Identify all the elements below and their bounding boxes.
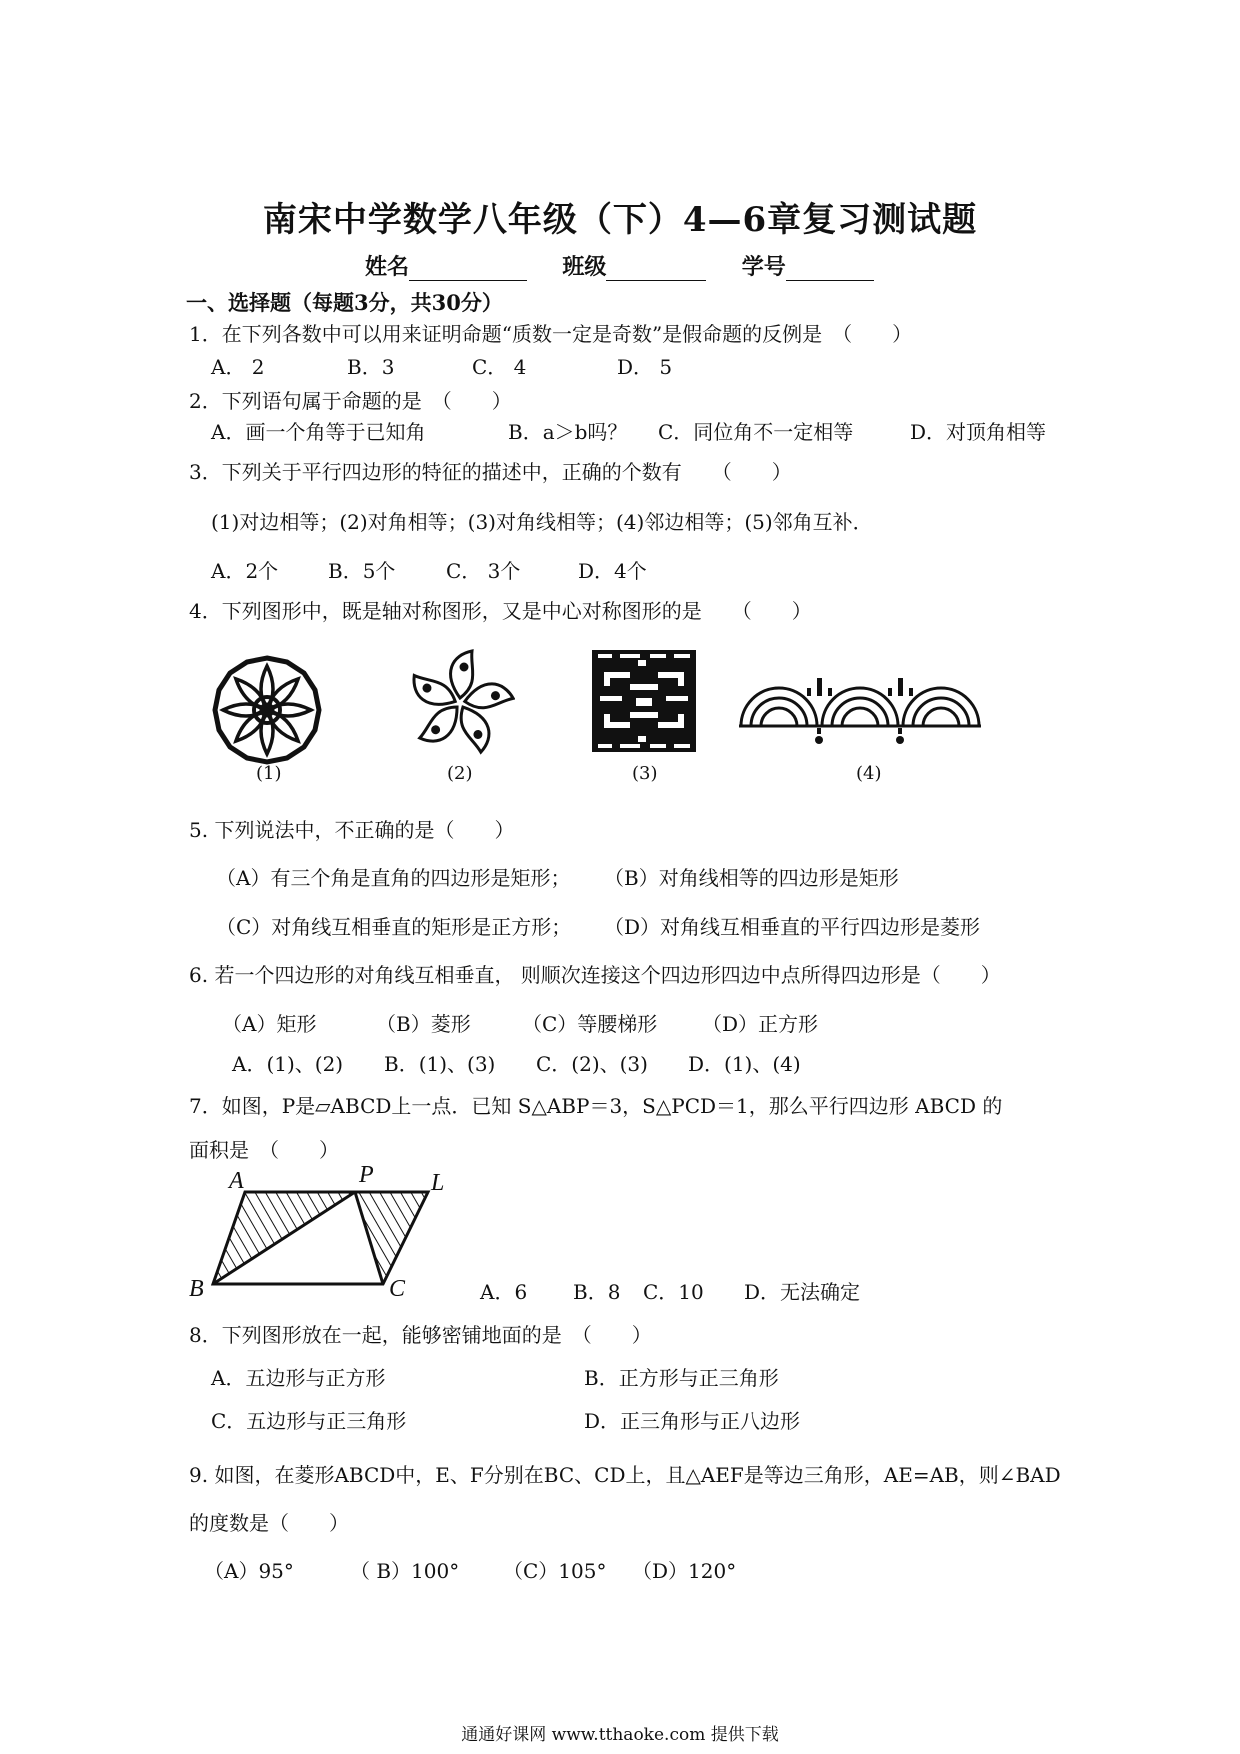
q2-option-c: C．同位角不一定相等 [658,420,854,444]
rosette-figure [212,655,322,765]
q6-choice-b: （B）菱形 [376,1012,471,1036]
question-3: 3．下列关于平行四边形的特征的描述中，正确的个数有 （ ） [189,460,792,484]
vertex-label-c: C [389,1276,406,1297]
page-title: 南宋中学数学八年级（下）4—6章复习测试题 [262,200,978,240]
q7-option-c: C．10 [643,1280,704,1304]
vertex-label-p: P [359,1162,374,1188]
q2-option-a: A．画一个角等于已知角 [211,420,426,444]
q2-option-d: D．对顶角相等 [910,420,1047,444]
q7-option-b: B．8 [573,1280,621,1304]
page-footer: 通通好课网 www.tthaoke.com 提供下载 [461,1725,779,1745]
q9-option-c: （C）105° [503,1559,607,1583]
student-info [365,250,874,281]
name-field[interactable] [409,258,527,281]
q1-option-a: A． 2 [211,355,265,379]
q3-option-a: A．2个 [211,559,279,583]
q3-option-b: B．5个 [328,559,396,583]
q9-option-b: （ B）100° [350,1559,460,1583]
q8-option-c: C．五边形与正三角形 [211,1409,407,1433]
q1-option-d: D． 5 [617,355,673,379]
question-5: 5. 下列说法中，不正确的是（ ） [189,818,515,842]
q3-detail: (1)对边相等；(2)对角相等；(3)对角线相等；(4)邻边相等；(5)邻角互补． [211,510,873,534]
q5-option-b: （B）对角线相等的四边形是矩形 [604,866,899,890]
figure-caption-4: (4) [856,763,882,784]
q9-option-d: （D）120° [632,1559,737,1583]
q2-option-b: B．a＞b吗？ [508,420,628,444]
q1-option-b: B．3 [347,355,395,379]
q6-option-c: C．(2)、(3) [536,1052,648,1076]
arches-figure [735,668,985,758]
q6-option-a: A．(1)、(2) [232,1052,344,1076]
q6-choice-a: （A）矩形 [222,1012,317,1036]
vertex-label-d: L [431,1170,445,1196]
name-label: 姓名 [365,254,410,280]
q1-option-c: C． 4 [472,355,527,379]
question-6: 6. 若一个四边形的对角线互相垂直， 则顺次连接这个四边形四边中点所得四边形是（ ） [189,963,1001,987]
q5-option-d: （D）对角线互相垂直的平行四边形是菱形 [604,915,981,939]
q5-option-a: （A）有三个角是直角的四边形是矩形； [216,866,571,890]
vertex-label-a: A [229,1168,244,1194]
q8-option-b: B．正方形与正三角形 [584,1366,779,1390]
question-8: 8．下列图形放在一起，能够密铺地面的是 （ ） [189,1323,652,1347]
q9-option-a: （A）95° [204,1559,294,1583]
id-field[interactable] [786,258,874,281]
figure-caption-2: (2) [447,763,473,784]
question-7: 7．如图，P是▱ABCD上一点．已知 S△ABP＝3，S△PCD＝1，那么平行四边形 ABCD 的 [189,1094,1003,1118]
question-7-cont: 面积是 （ ） [189,1138,339,1162]
question-4: 4．下列图形中，既是轴对称图形，又是中心对称图形的是 （ ） [189,599,812,623]
class-label: 班级 [562,254,607,280]
question-2: 2．下列语句属于命题的是 （ ） [189,389,512,413]
class-field[interactable] [606,258,706,281]
q3-option-c: C． 3个 [446,559,521,583]
q6-option-b: B．(1)、(3) [384,1052,496,1076]
q7-option-a: A．6 [480,1280,528,1304]
question-1: 1．在下列各数中可以用来证明命题“质数一定是奇数”是假命题的反例是 （ ） [189,322,913,346]
q6-choice-c: （C）等腰梯形 [522,1012,658,1036]
section-heading: 一、选择题（每题3分，共30分） [186,290,503,315]
vertex-label-b: B [189,1276,204,1297]
question-9-cont: 的度数是（ ） [189,1511,349,1535]
q8-option-d: D．正三角形与正八边形 [584,1409,801,1433]
flower-figure [405,648,515,758]
q7-option-d: D．无法确定 [744,1280,861,1304]
q8-option-a: A．五边形与正方形 [211,1366,386,1390]
figure-caption-3: (3) [632,763,658,784]
id-label: 学号 [741,254,786,280]
square-pattern-figure [590,648,698,754]
q6-option-d: D．(1)、(4) [688,1052,801,1076]
figure-caption-1: (1) [256,763,282,784]
question-9: 9. 如图，在菱形ABCD中，E、F分别在BC、CD上，且△AEF是等边三角形，AE=AB，则∠BAD [189,1463,1061,1487]
q6-choice-d: （D）正方形 [702,1012,819,1036]
q5-option-c: （C）对角线互相垂直的矩形是正方形； [216,915,572,939]
parallelogram-figure [185,1162,455,1297]
q3-option-d: D．4个 [578,559,647,583]
